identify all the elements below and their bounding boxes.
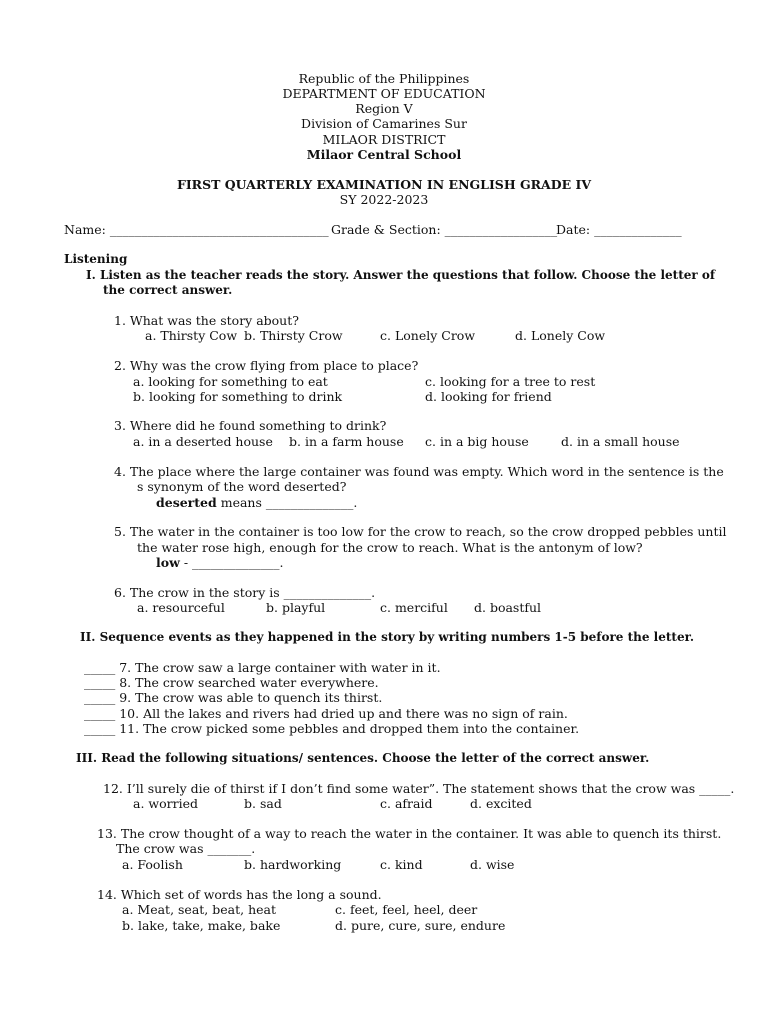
q12-option-c: c. afraid [380,796,433,811]
part1-instruction: I. Listen as the teacher reads the story. Answer the questions that follow. Choose the letter of [86,268,716,282]
part2-instruction: II. Sequence events as they happened in the story by writing numbers 1-5 before the letter. [80,630,694,644]
sequence-item: _____ 10. All the lakes and rivers had dried up and there was no sign of rain. [84,706,568,721]
name-field: Name: ___________________________________ [64,222,329,237]
q6-option-b: b. playful [266,600,326,615]
q12-option-a: a. worried [133,796,198,811]
q6-option-a: a. resourceful [137,600,225,615]
q5-text: 5. The water in the container is too low for the crow to reach, so the crow dropped pebbles until [114,524,727,539]
q13-option-d: d. wise [470,857,515,872]
q6-text: 6. The crow in the story is ______________. [114,585,376,600]
q1-option-a: a. Thirsty Cow [145,328,238,343]
q14-option-c: c. feet, feel, heel, deer [335,902,478,917]
q2-option-b: b. looking for something to drink [133,389,343,404]
q3-option-b: b. in a farm house [289,434,404,449]
q1-text: 1. What was the story about? [114,313,299,328]
q13-option-c: c. kind [380,857,423,872]
q14-option-d: d. pure, cure, sure, endure [335,918,506,933]
part3-instruction: III. Read the following situations/ sentences. Choose the letter of the correct answer. [76,751,650,765]
grade-section-field: Grade & Section: __________________ [331,222,558,237]
q2-option-c: c. looking for a tree to rest [425,374,596,389]
q2-text: 2. Why was the crow flying from place to place? [114,358,419,373]
q5-text-cont: the water rose high, enough for the crow to reach. What is the antonym of low? [137,540,643,555]
header-division: Division of Camarines Sur [301,116,467,131]
q1-option-c: c. Lonely Crow [380,328,476,343]
q13-option-b: b. hardworking [244,857,342,872]
header-region: Region V [355,101,413,116]
sequence-item: _____ 7. The crow saw a large container with water in it. [84,660,441,675]
school-year: SY 2022-2023 [339,192,429,207]
q13-text-cont: The crow was _______. [116,841,256,856]
q12-text: 12. I’ll surely die of thirst if I don’t find some water”. The statement shows that the crow was _____. [103,781,735,796]
exam-title: FIRST QUARTERLY EXAMINATION IN ENGLISH GRADE IV [176,177,592,192]
q14-option-b: b. lake, take, make, bake [122,918,281,933]
q4-text-cont: s synonym of the word deserted? [137,479,347,494]
q14-option-a: a. Meat, seat, beat, heat [122,902,276,917]
q4-keyword: deserted [156,495,217,510]
header-district: MILAOR DISTRICT [322,132,446,147]
sequence-item: _____ 8. The crow searched water everywhere. [84,675,379,690]
q6-option-d: d. boastful [474,600,542,615]
q4-answer-line [156,495,357,510]
header-school: Milaor Central School [306,147,462,162]
q2-option-a: a. looking for something to eat [133,374,328,389]
q13-option-a: a. Foolish [122,857,183,872]
listening-heading: Listening [64,252,128,266]
part1-instruction-cont: the correct answer. [103,283,233,297]
sequence-item: _____ 9. The crow was able to quench its thirst. [84,690,383,705]
q13-text: 13. The crow thought of a way to reach the water in the container. It was able to quench its thirst. [97,826,722,841]
q1-option-b: b. Thirsty Crow [244,328,343,343]
q1-option-d: d. Lonely Cow [515,328,606,343]
header-republic: Republic of the Philippines [298,71,470,86]
sequence-item: _____ 11. The crow picked some pebbles and dropped them into the container. [84,721,580,736]
date-field: Date: ______________ [556,222,682,237]
q4-text: 4. The place where the large container was found was empty. Which word in the sentence is the [114,464,724,479]
q3-option-c: c. in a big house [425,434,529,449]
q12-option-b: b. sad [244,796,282,811]
q2-option-d: d. looking for friend [425,389,552,404]
q3-text: 3. Where did he found something to drink? [114,418,387,433]
q6-option-c: c. merciful [380,600,448,615]
header-department: DEPARTMENT OF EDUCATION [282,86,486,101]
q5-keyword: low [156,555,180,570]
q3-option-a: a. in a deserted house [133,434,273,449]
q5-answer-line [156,555,284,570]
q3-option-d: d. in a small house [561,434,680,449]
q5-blank: - ______________. [179,555,284,570]
q12-option-d: d. excited [470,796,532,811]
q4-blank: means ______________. [216,495,358,510]
q14-text: 14. Which set of words has the long a sound. [97,887,382,902]
